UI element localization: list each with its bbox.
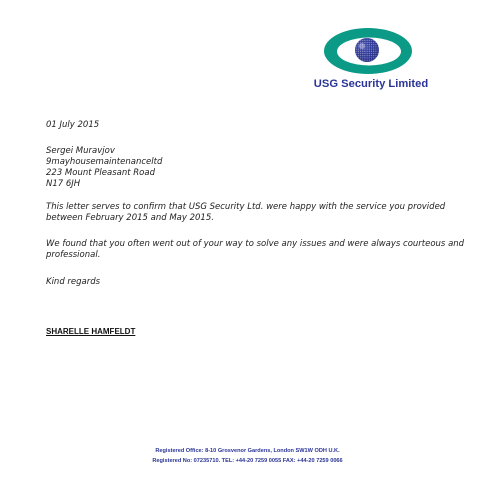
signatory-name: SHARELLE HAMFELDT [46, 327, 136, 336]
company-logo [322, 26, 414, 76]
recipient-company: 9mayhousemaintenanceltd [46, 157, 163, 167]
letter-date: 01 July 2015 [46, 120, 100, 130]
company-name: USG Security Limited [313, 78, 429, 90]
footer-registration-contact: Registered No: 07235710. TEL: +44-20 7259 0055 FAX: +44-20 7259 0066 [152, 458, 343, 464]
recipient-street: 223 Mount Pleasant Road [46, 168, 155, 178]
letter-paragraph-2: We found that you often went out of your way to solve any issues and were always courteous and professional. [46, 239, 465, 260]
eye-logo-icon [322, 26, 414, 76]
letter-paragraph-1: This letter serves to confirm that USG Security Ltd. were happy with the service you provided between February 2015 and May 2015. [46, 202, 446, 223]
footer-registered-office: Registered Office: 8-10 Grosvenor Gardens, London SW1W ODH U.K. [155, 448, 340, 454]
recipient-address [46, 146, 466, 190]
letter-closing: Kind regards [46, 277, 101, 287]
recipient-name: Sergei Muravjov [46, 146, 115, 156]
recipient-postcode: N17 6JH [46, 179, 81, 189]
